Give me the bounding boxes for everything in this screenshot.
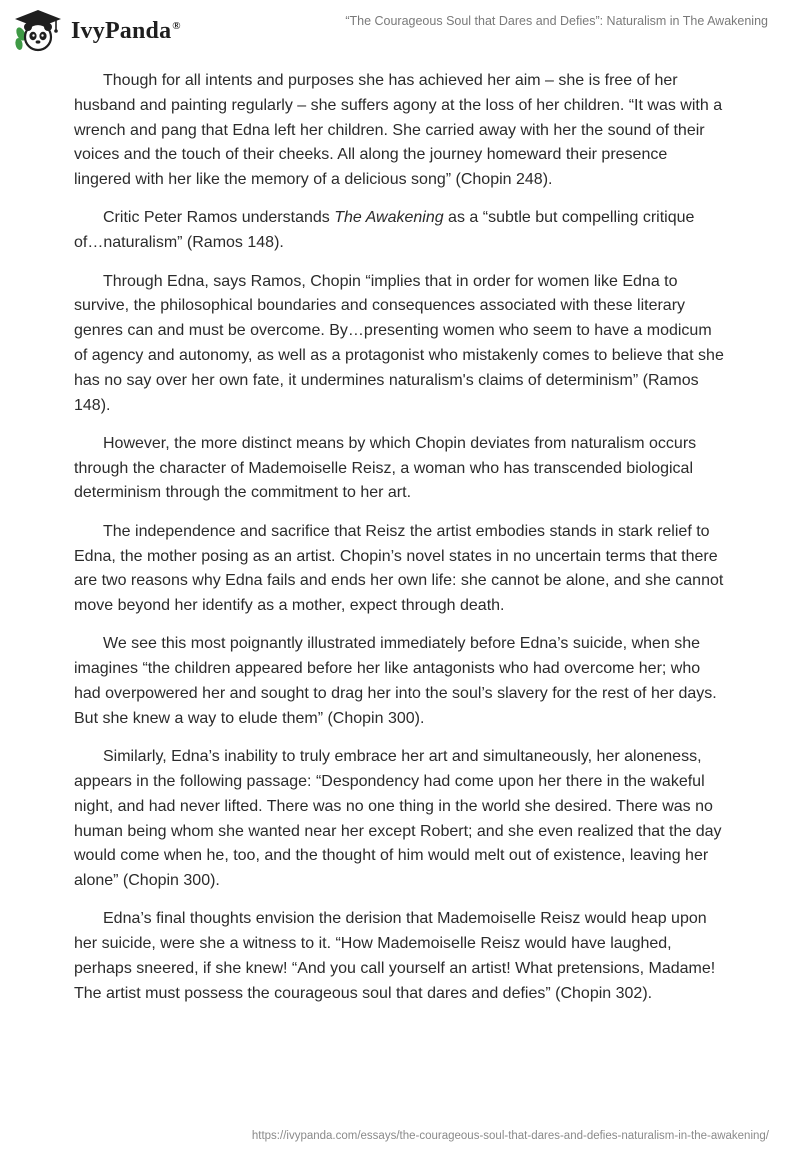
registered-mark: ® — [172, 19, 181, 32]
paragraph-2-lead: Critic Peter Ramos understands — [103, 209, 335, 227]
paragraph-2 — [74, 206, 726, 256]
document-title: “The Courageous Soul that Dares and Defies”: Naturalism in The Awakening — [345, 14, 768, 28]
ivypanda-logo[interactable] — [13, 8, 193, 54]
paragraph-5: The independence and sacrifice that Reisz the artist embodies stands in stark relief to Edna, the mother posing as an artist. Chopin’s novel states in no uncertain terms that there are two reasons why Edna fails and ends her own life: she cannot be alone, and she cannot move beyond her identify as a mother, expect through death. — [74, 522, 724, 615]
paragraph-3: Through Edna, says Ramos, Chopin “implies that in order for women like Edna to survive, the philosophical boundaries and consequences associated with these literary genres can and must be overcome. By…presenting women who seem to have a modicum of agency and autonomy, as well as a protagonist who mistakenly comes to believe that she has no say over her own fate, it undermines naturalism's claims of determinism” (Ramos 148). — [74, 272, 724, 414]
book-title-italic: The Awakening — [334, 209, 444, 227]
logo-wordmark: IvyPanda® — [71, 17, 181, 44]
panda-graduate-icon — [13, 8, 63, 54]
paragraph-8: Edna’s final thoughts envision the derision that Mademoiselle Reisz would heap upon her suicide, were she a witness to it. “How Mademoiselle Reisz would have laughed, perhaps sneered, if she knew! “And you call yourself an artist! What pretensions, Madame! The artist must possess the courageous soul that dares and defies” (Chopin 302). — [74, 910, 716, 1002]
essay-body — [74, 69, 726, 1020]
paragraph-2-tail: as a “subtle but compelling critique of…naturalism” (Ramos 148). — [74, 209, 695, 252]
paragraph-1: Though for all intents and purposes she has achieved her aim – she is free of her husband and painting regularly – she suffers agony at the loss of her children. “It was with a wrench and pang that Edna left her children. She carried away with her the sound of their voices and the touch of their cheeks. All along the journey homeward their presence lingered with her like the memory of a delicious song” (Chopin 248). — [74, 72, 723, 189]
source-url-link[interactable]: https://ivypanda.com/essays/the-courageous-soul-that-dares-and-defies-naturalism-in-the-awakening/ — [251, 1130, 769, 1142]
paragraph-7: Similarly, Edna’s inability to truly embrace her art and simultaneously, her aloneness, appears in the following passage: “Despondency had come upon her there in the wakeful night, and had never lifted. There was no one thing in the world she desired. There was no human being whom she wanted near her except Robert; and she even realized that the day would come when he, too, and the thought of him would melt out of existence, leaving her alone” (Chopin 300). — [74, 748, 722, 890]
paragraph-4: However, the more distinct means by which Chopin deviates from naturalism occurs through the character of Mademoiselle Reisz, a woman who has transcended biological determinism through the commitment to her art. — [74, 434, 697, 502]
page-header — [0, 0, 800, 62]
paragraph-6: We see this most poignantly illustrated immediately before Edna’s suicide, when she imagines “the children appeared before her like antagonists who had overcome her; who had overpowered her and sought to drag her into the soul’s slavery for the rest of her days. But she knew a way to elude them” (Chopin 300). — [74, 635, 717, 727]
